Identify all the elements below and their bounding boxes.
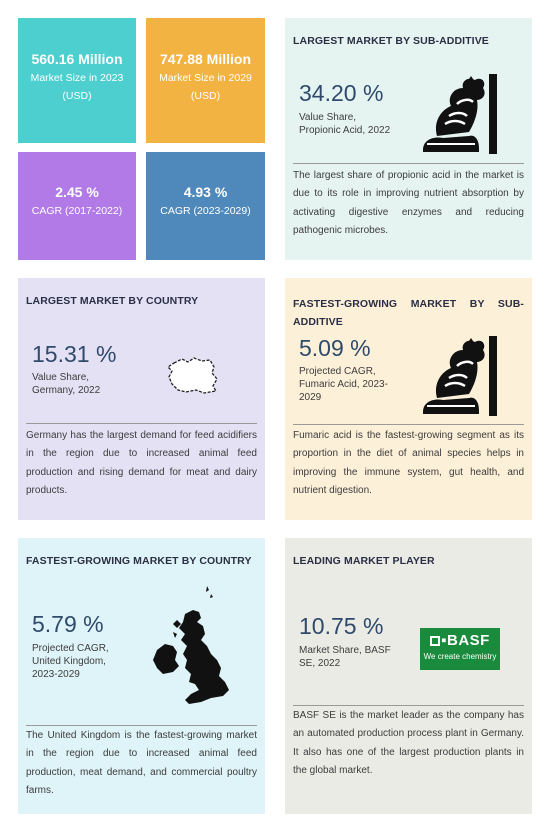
panel-value: 5.79 % [32, 611, 104, 637]
uk-map-icon [151, 584, 235, 710]
panel-label: Projected CAGR, United Kingdom, 2023-2029 [32, 643, 109, 680]
stat-label: Market Size in 2029 [159, 72, 252, 84]
panel-value: 15.31 % [32, 341, 117, 367]
panel-divider [26, 725, 257, 726]
stat-value: 4.93 % [183, 184, 228, 200]
panel-divider [293, 424, 524, 425]
panel-description: The largest share of propionic acid in the market is due to its role in improving nutrient absorption by activating digestive enzymes and reducing pathogenic microbes. [293, 170, 524, 237]
stat-tile-cagr-2017-2022 [18, 152, 136, 260]
panel-fastest-country [18, 538, 265, 814]
panel-description: Germany has the largest demand for feed acidifiers in the region due to increased animal feed production and rising demand for meat and dairy products. [26, 430, 257, 497]
basf-logo-tagline: We create chemistry [423, 652, 497, 661]
germany-map-icon [164, 355, 220, 395]
panel-label: Market Share, BASF SE, 2022 [299, 645, 391, 669]
basf-logo-mark-icon [430, 636, 440, 646]
panel-value: 5.09 % [299, 335, 371, 361]
panel-divider [293, 163, 524, 164]
panel-description: BASF SE is the market leader as the company has an automated production process plant in Germany. It also has one of the largest production plants in the global market. [293, 710, 524, 777]
basf-logo: ▪BASF We create chemistry [420, 628, 500, 670]
panel-description: Fumaric acid is the fastest-growing segment as its proportion in the diet of animal species helps in improving the immune system, gut health, and nutrient digestion. [293, 430, 524, 497]
stat-label-unit: (USD) [190, 90, 221, 102]
panel-largest-sub-additive [285, 18, 532, 260]
panel-title: LEADING MARKET PLAYER [293, 555, 435, 567]
stat-value: 2.45 % [55, 184, 99, 200]
panel-value: 10.75 % [299, 613, 384, 639]
stat-label: CAGR (2023-2029) [160, 205, 251, 217]
panel-leading-player [285, 538, 532, 814]
stat-label: CAGR (2017-2022) [31, 205, 123, 217]
panel-title: FASTEST-GROWING MARKET BY SUB- ADDITIVE [293, 298, 524, 328]
chicken-feed-icon [419, 336, 501, 416]
panel-title: LARGEST MARKET BY SUB-ADDITIVE [293, 35, 489, 47]
panel-label: Projected CAGR, Fumaric Acid, 2023- 2029 [299, 366, 388, 403]
panel-label: Value Share, Germany, 2022 [32, 372, 101, 396]
panel-label: Value Share, Propionic Acid, 2022 [299, 112, 391, 136]
stat-value: 560.16 Million [31, 51, 123, 67]
stat-tile-market-size-2029 [146, 18, 265, 143]
panel-value: 34.20 % [299, 80, 384, 106]
stat-value: 747.88 Million [159, 51, 252, 67]
panel-divider [26, 423, 257, 424]
stat-tile-cagr-2023-2029 [146, 152, 265, 260]
panel-description: The United Kingdom is the fastest-growing market in the region due to increased animal feed production, meat demand, and commercial poultry farms. [26, 730, 257, 797]
panel-title: FASTEST-GROWING MARKET BY COUNTRY [26, 555, 252, 567]
stat-label-unit: (USD) [62, 90, 92, 102]
panel-fastest-sub-additive [285, 278, 532, 520]
chicken-feed-icon [419, 74, 501, 154]
stat-label: Market Size in 2023 [30, 72, 124, 84]
panel-largest-country [18, 278, 265, 520]
stat-tile-market-size-2023 [18, 18, 136, 143]
panel-divider [293, 705, 524, 706]
panel-title: LARGEST MARKET BY COUNTRY [26, 295, 199, 307]
